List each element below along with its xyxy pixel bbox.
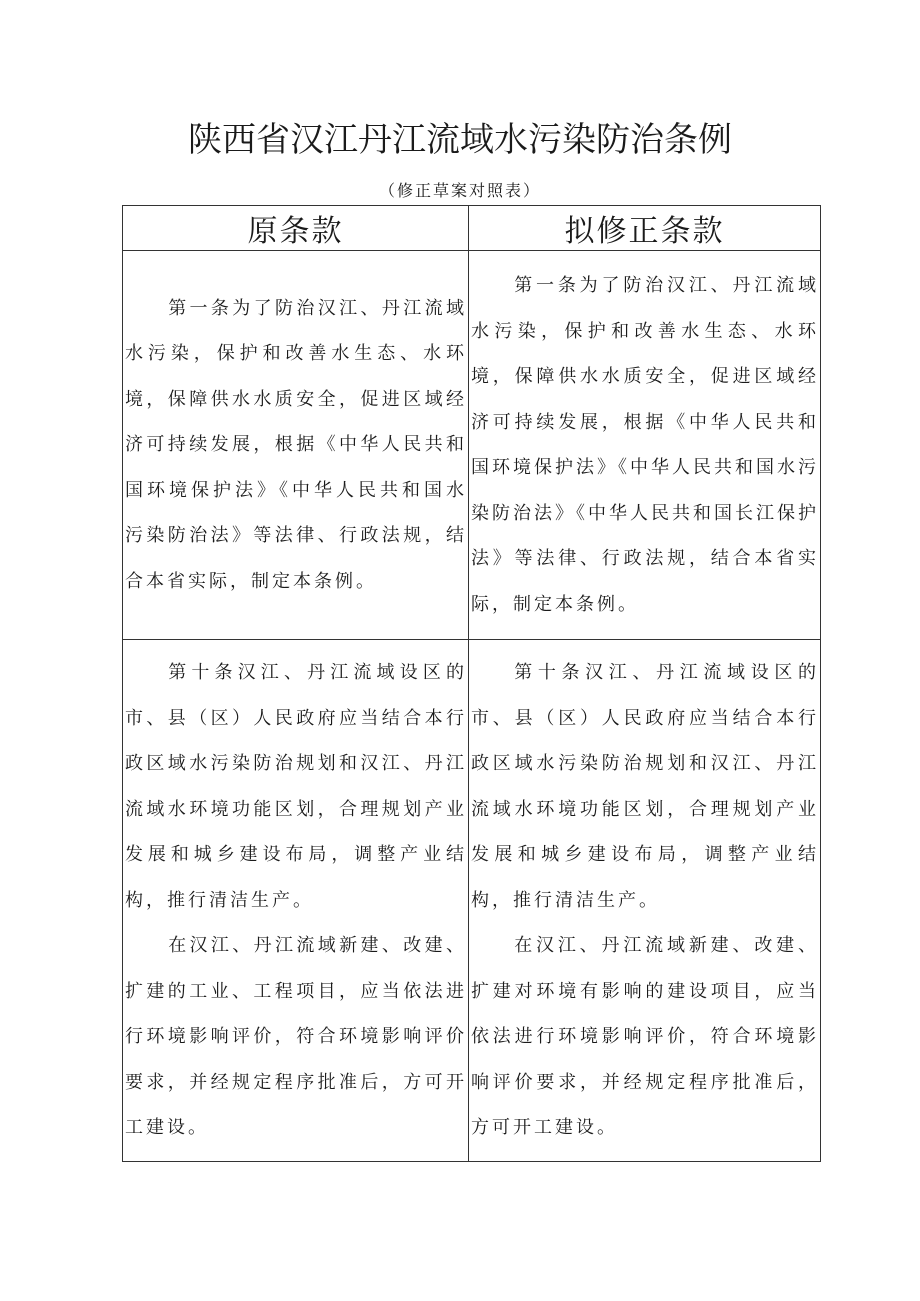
- document-title: 陕西省汉江丹江流域水污染防治条例: [188, 120, 732, 160]
- clause-paragraph: 第一条为了防治汉江、丹江流域水污染，保护和改善水生态、水环境，保障供水水质安全，促进区域经济可持续发展，根据《中华人民共和国环境保护法》《中华人民共和国水污染防治法》等法律、行政法规，结合本省实际，制定本条例。: [125, 297, 467, 592]
- comparison-table: [122, 205, 821, 1162]
- clause-paragraph: 第十条汉江、丹江流域设区的市、县（区）人民政府应当结合本行政区域水污染防治规划和汉江、丹江流域水环境功能区划，合理规划产业发展和城乡建设布局，调整产业结构，推行清洁生产。: [471, 662, 819, 911]
- clause-paragraph: 第十条汉江、丹江流域设区的市、县（区）人民政府应当结合本行政区域水污染防治规划和汉江、丹江流域水环境功能区划，合理规划产业发展和城乡建设布局，调整产业结构，推行清洁生产。: [125, 662, 467, 911]
- table-header-row: [123, 206, 821, 251]
- header-original-clause: 原条款: [123, 206, 469, 251]
- document-subtitle: （修正草案对照表）: [378, 181, 541, 200]
- revised-clause-cell: [469, 251, 821, 640]
- original-clause-cell: [123, 640, 469, 1162]
- original-clause-cell: [123, 251, 469, 640]
- table-row-article-10: [123, 640, 821, 1162]
- table-row-article-1: [123, 251, 821, 640]
- header-revised-clause: 拟修正条款: [469, 206, 821, 251]
- clause-paragraph: 第一条为了防治汉江、丹江流域水污染，保护和改善水生态、水环境，保障供水水质安全，促进区域经济可持续发展，根据《中华人民共和国环境保护法》《中华人民共和国水污染防治法》《中华人民共和国长江保护法》等法律、行政法规，结合本省实际，制定本条例。: [471, 275, 819, 615]
- clause-paragraph: 在汉江、丹江流域新建、改建、扩建的工业、工程项目，应当依法进行环境影响评价，符合环境影响评价要求，并经规定程序批准后，方可开工建设。: [125, 935, 467, 1139]
- clause-paragraph: 在汉江、丹江流域新建、改建、扩建对环境有影响的建设项目，应当依法进行环境影响评价，符合环境影响评价要求，并经规定程序批准后，方可开工建设。: [471, 935, 819, 1139]
- revised-clause-cell: [469, 640, 821, 1162]
